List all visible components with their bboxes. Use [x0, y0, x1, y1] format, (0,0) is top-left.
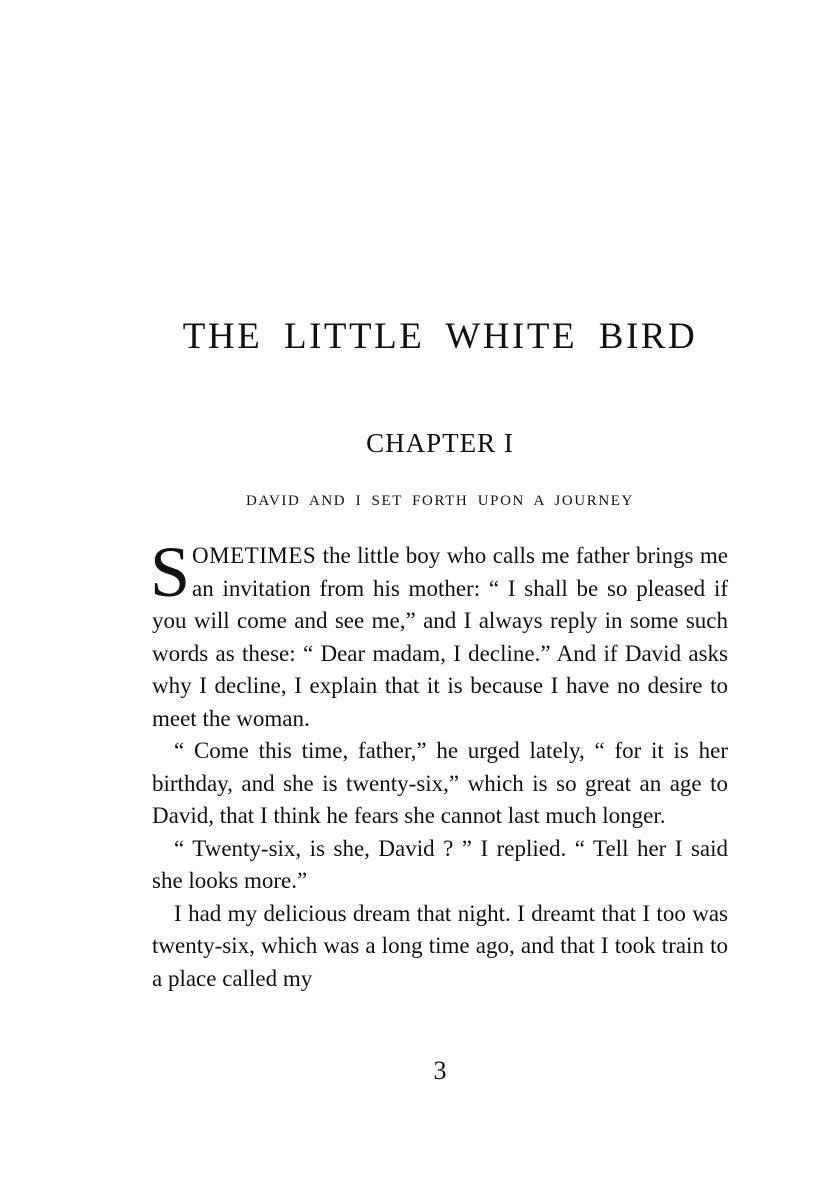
paragraph-1: [150, 532, 728, 735]
chapter-subtitle: DAVID AND I SET FORTH UPON A JOURNEY: [246, 493, 634, 509]
book-title: THE LITTLE WHITE BIRD: [182, 316, 698, 357]
body-text: [150, 532, 728, 995]
paragraph-3: “ Twenty-six, is she, David ? ” I replied. “ Tell her I said she looks more.”: [152, 835, 728, 893]
drop-cap: S: [150, 532, 191, 612]
opening-word: OMETIMES: [192, 543, 317, 568]
paragraph-2: “ Come this time, father,” he urged lately, “ for it is her birthday, and she is twenty-six,” which is so great an age to David, that I think he fears she cannot last much longer.: [152, 738, 728, 828]
chapter-heading: CHAPTER I: [366, 428, 514, 458]
page-number: 3: [433, 1056, 447, 1085]
paragraph-1-text: the little boy who calls me father brings me an invitation from his mother: “ I shall be so pleased if you will come and see me,” and I always reply in some such words as these: “ Dear madam, I decline.” And if David asks why I decline, I explain that it is because I have no desire to meet the woman.: [152, 543, 728, 731]
paragraph-4: I had my delicious dream that night. I dreamt that I too was twenty-six, which was a long time ago, and that I took train to a place called my: [152, 900, 728, 991]
